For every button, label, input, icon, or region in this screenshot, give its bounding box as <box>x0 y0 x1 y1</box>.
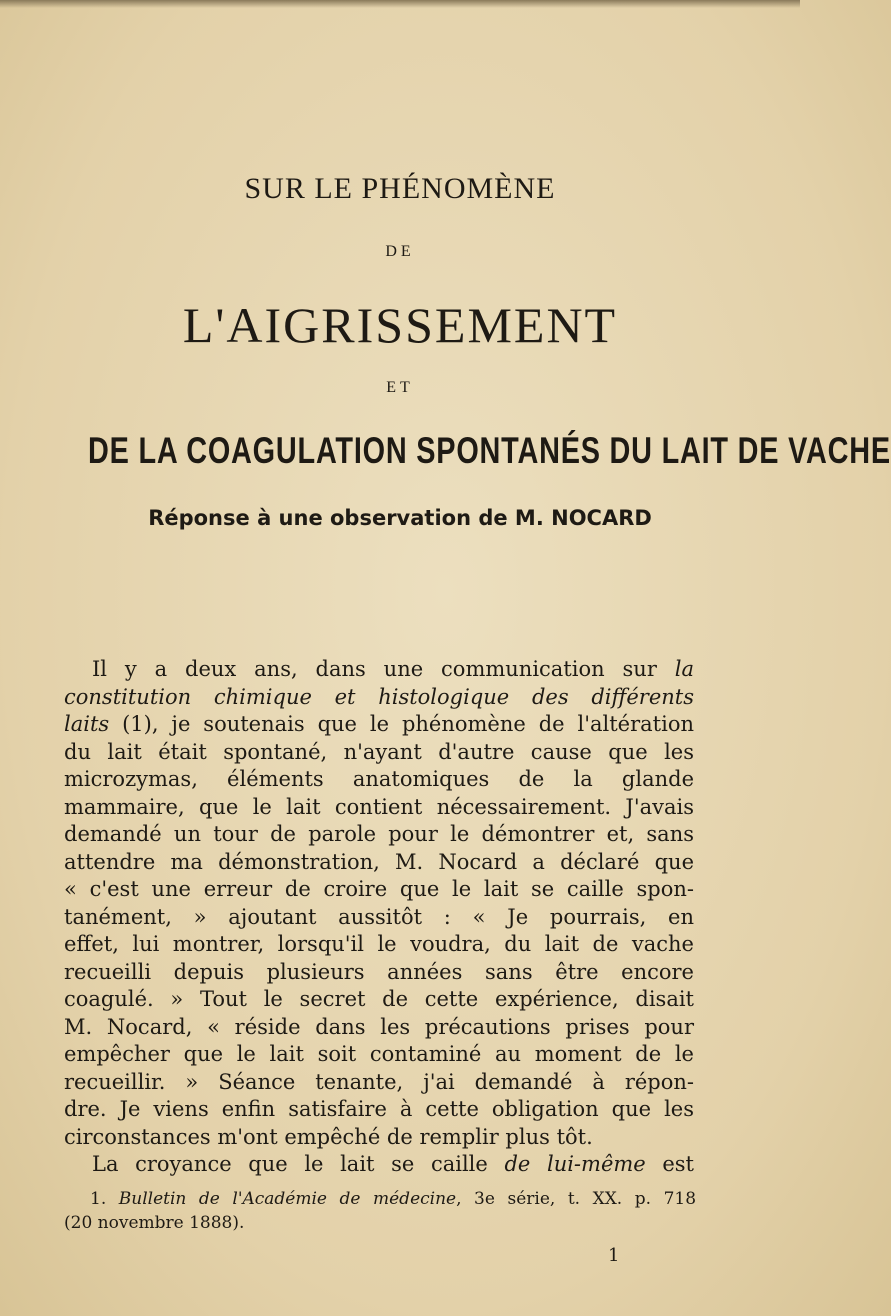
subtitle: Réponse à une observation de M. NOCARD <box>148 506 652 530</box>
title-line-3: L'AIGRISSEMENT <box>182 297 618 353</box>
body-paragraph <box>64 656 694 1179</box>
body-line: effet, lui montrer, lorsqu'il le voudra, du lait de vache <box>64 932 694 956</box>
body-line: empêcher que le lait soit contaminé au moment de le <box>64 1042 694 1066</box>
page-edge-shadow <box>0 0 800 8</box>
body-line: recueillir. » Séance tenante, j'ai demandé à répon- <box>64 1069 694 1094</box>
title-line-4: ET <box>386 379 414 396</box>
body-line: dre. Je viens enfin satisfaire à cette obligation que les <box>64 1097 694 1121</box>
body-line: M. Nocard, « réside dans les précautions prises pour <box>64 1014 694 1039</box>
body-line: mammaire, que le lait contient nécessairement. J'avais <box>64 794 694 819</box>
body-line: du lait était spontané, n'ayant d'autre cause que les <box>64 739 694 764</box>
footnote <box>64 1187 696 1235</box>
body-line: recueilli depuis plusieurs années sans être encore <box>64 959 694 984</box>
body-line: Il y a deux ans, dans une communication sur la <box>92 657 694 681</box>
footnote-line: (20 novembre 1888). <box>64 1213 245 1233</box>
body-line: coagulé. » Tout le secret de cette expérience, disait <box>64 987 694 1011</box>
body-line: constitution chimique et histologique des différents <box>64 684 694 709</box>
title-line-5: DE LA COAGULATION SPONTANÉS DU LAIT DE VACHE <box>88 430 891 471</box>
page-number: 1 <box>608 1245 620 1266</box>
body-line: « c'est une erreur de croire que le lait se caille spon- <box>64 877 694 901</box>
body-line: tanément, » ajoutant aussitôt : « Je pourrais, en <box>64 904 694 929</box>
body-line: attendre ma démonstration, M. Nocard a déclaré que <box>64 849 694 874</box>
footnote-line: 1. Bulletin de l'Académie de médecine, 3e série, t. XX. p. 718 <box>90 1189 697 1209</box>
body-line: microzymas, éléments anatomiques de la glande <box>64 767 694 791</box>
title-line-1: SUR LE PHÉNOMÈNE <box>244 172 556 205</box>
body-line: laits (1), je soutenais que le phénomène de l'altération <box>64 712 694 736</box>
body-line: circonstances m'ont empêché de remplir plus tôt. <box>64 1124 593 1149</box>
body-line: La croyance que le lait se caille de lui-même est <box>92 1152 694 1176</box>
body-line: demandé un tour de parole pour le démontrer et, sans <box>64 822 694 846</box>
title-line-2: DE <box>385 243 415 260</box>
